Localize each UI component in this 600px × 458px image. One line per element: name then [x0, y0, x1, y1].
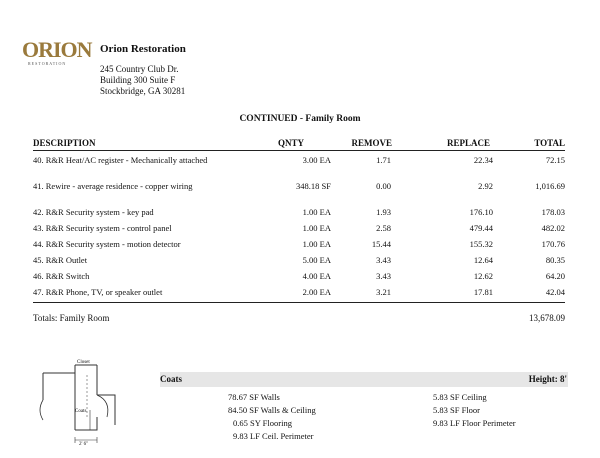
item-remove: 3.21	[376, 287, 391, 297]
item-qnty: 3.00 EA	[302, 155, 331, 165]
col-total: TOTAL	[534, 138, 565, 148]
header-rule	[33, 150, 565, 151]
item-replace: 12.62	[473, 271, 493, 281]
item-description: 43. R&R Security system - control panel	[33, 223, 172, 233]
plan-dimension: 2' 6"	[79, 442, 89, 447]
coats-measurements-left	[228, 391, 316, 443]
measurement-item: 84.50 SF Walls & Ceiling	[228, 405, 316, 415]
measurement-item: 9.83 LF Floor Perimeter	[433, 418, 516, 428]
item-total: 64.20	[545, 271, 565, 281]
coats-title: Coats	[160, 374, 182, 384]
item-total: 80.35	[545, 255, 565, 265]
rows-rule	[33, 302, 565, 303]
item-qnty: 1.00 EA	[302, 223, 331, 233]
item-qnty: 1.00 EA	[302, 207, 331, 217]
logo-wordmark: ORION	[22, 37, 92, 62]
item-replace: 2.92	[478, 181, 493, 191]
item-replace: 22.34	[473, 155, 493, 165]
totals-label: Totals: Family Room	[33, 313, 110, 323]
measurement-item: 0.65 SY Flooring	[233, 418, 292, 428]
item-description: 41. Rewire - average residence - copper wiring	[33, 181, 193, 191]
item-replace: 176.10	[469, 207, 493, 217]
item-qnty: 4.00 EA	[302, 271, 331, 281]
item-total: 482.02	[541, 223, 565, 233]
plan-closet-label: Closet	[77, 360, 90, 365]
item-total: 72.15	[545, 155, 565, 165]
logo-subtitle: RESTORATION	[28, 61, 67, 66]
measurement-item: 78.67 SF Walls	[228, 392, 280, 402]
item-qnty: 5.00 EA	[302, 255, 331, 265]
col-remove: REMOVE	[351, 138, 392, 148]
coats-header-bar	[160, 372, 568, 387]
item-qnty: 348.18 SF	[296, 181, 331, 191]
item-remove: 1.93	[376, 207, 391, 217]
item-remove: 3.43	[376, 255, 391, 265]
address-line: Building 300 Suite F	[100, 75, 176, 85]
coats-measurements-right	[433, 391, 516, 430]
floor-plan-icon	[35, 355, 130, 455]
coats-height: Height: 8'	[528, 374, 567, 384]
item-total: 42.04	[545, 287, 565, 297]
col-qnty: QNTY	[277, 138, 304, 148]
item-description: 40. R&R Heat/AC register - Mechanically attached	[33, 155, 208, 165]
item-description: 46. R&R Switch	[33, 271, 90, 281]
section-title: CONTINUED - Family Room	[239, 114, 361, 124]
item-remove: 3.43	[376, 271, 391, 281]
item-remove: 1.71	[376, 155, 391, 165]
company-logo	[22, 37, 94, 66]
address-line: Stockbridge, GA 30281	[100, 86, 186, 96]
item-replace: 17.81	[473, 287, 493, 297]
item-total: 170.76	[541, 239, 565, 249]
plan-coats-label: Coats	[75, 409, 87, 414]
col-replace: REPLACE	[446, 138, 490, 148]
measurement-item: 5.83 SF Floor	[433, 405, 480, 415]
item-qnty: 2.00 EA	[302, 287, 331, 297]
address-line: 245 Country Club Dr.	[100, 64, 179, 74]
col-description: DESCRIPTION	[33, 138, 96, 148]
measurement-item: 5.83 SF Ceiling	[433, 392, 487, 402]
item-total: 178.03	[541, 207, 565, 217]
company-name: Orion Restoration	[100, 43, 186, 55]
item-description: 45. R&R Outlet	[33, 255, 88, 265]
measurement-item: 9.83 LF Ceil. Perimeter	[233, 431, 314, 441]
company-address	[100, 64, 185, 97]
item-remove: 0.00	[376, 181, 391, 191]
item-replace: 155.32	[469, 239, 493, 249]
item-remove: 2.58	[376, 223, 391, 233]
item-replace: 12.64	[473, 255, 493, 265]
item-description: 44. R&R Security system - motion detector	[33, 239, 181, 249]
item-total: 1,016.69	[535, 181, 565, 191]
item-remove: 15.44	[371, 239, 391, 249]
item-replace: 479.44	[469, 223, 493, 233]
totals-value: 13,678.09	[529, 313, 565, 323]
item-qnty: 1.00 EA	[302, 239, 331, 249]
item-description: 47. R&R Phone, TV, or speaker outlet	[33, 287, 163, 297]
item-description: 42. R&R Security system - key pad	[33, 207, 154, 217]
room-sketch	[35, 355, 130, 455]
